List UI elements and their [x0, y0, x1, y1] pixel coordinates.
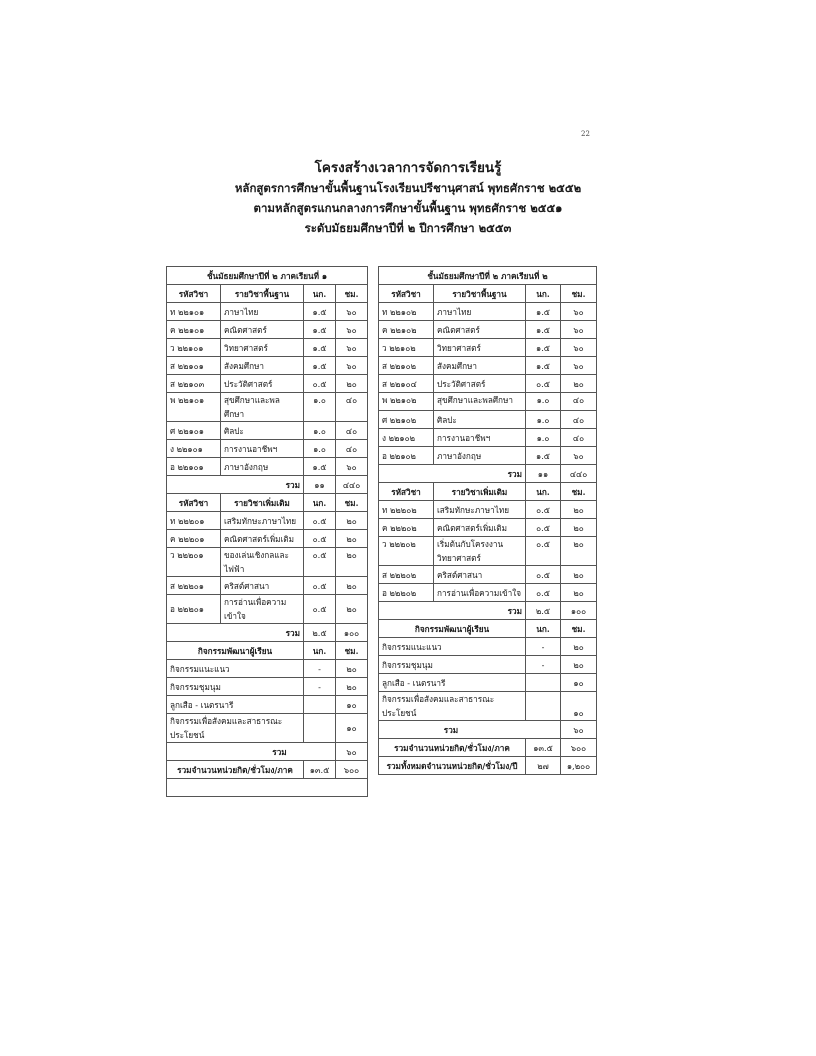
table-title: ชั้นมัธยมศึกษาปีที่ ๒ ภาคเรียนที่ ๑	[167, 267, 368, 285]
total-label: รวม	[167, 476, 304, 494]
subject-credits: ๐.๕	[304, 577, 336, 595]
subject-name: คณิตศาสตร์	[221, 321, 304, 339]
subject-name: คณิตศาสตร์	[434, 321, 526, 339]
activity-hours: ๒๐	[336, 678, 368, 696]
total-row	[167, 743, 368, 761]
subject-name: สังคมศึกษา	[434, 357, 526, 375]
subject-code: ง ๒๒๑๐๒	[379, 429, 434, 447]
activity-hours: ๑๐	[561, 692, 597, 721]
total-credits: ๒.๕	[304, 624, 336, 642]
grand-total-label: รวมทั้งหมดจำนวนหน่วยกิต/ชั่วโมง/ปี	[379, 757, 526, 775]
table-row	[167, 512, 368, 530]
hours-header: ชม.	[561, 285, 597, 303]
subject-code: อ ๒๒๒๐๑	[167, 595, 221, 624]
total-hours: ๑๐๐	[336, 624, 368, 642]
table-row	[167, 321, 368, 339]
subject-name-line: สุขศึกษาและพล	[224, 395, 280, 405]
additional-subjects-header: รายวิชาเพิ่มเติม	[221, 494, 304, 512]
subject-credits: ๐.๕	[526, 584, 561, 602]
subject-code: ท ๒๒๑๐๒	[379, 303, 434, 321]
subject-hours: ๒๐	[561, 375, 597, 393]
table-title: ชั้นมัธยมศึกษาปีที่ ๒ ภาคเรียนที่ ๒	[379, 267, 597, 285]
credits-header: นก.	[304, 494, 336, 512]
subject-name: การอ่านเพื่อความเข้าใจ	[221, 595, 304, 624]
activity-row	[167, 678, 368, 696]
subject-hours: ๖๐	[336, 321, 368, 339]
hours-header: ชม.	[561, 483, 597, 501]
total-row	[167, 476, 368, 494]
activity-row	[379, 656, 597, 674]
table-row	[379, 566, 597, 584]
semester-2-table	[378, 266, 597, 775]
subject-credits: ๑.๕	[526, 321, 561, 339]
table-row	[379, 321, 597, 339]
subject-name-line: วิทยาศาสตร์	[437, 553, 481, 563]
subject-name-line: เริ่มต้นกับโครงงาน	[437, 539, 504, 549]
subject-name: วิทยาศาสตร์	[434, 339, 526, 357]
total-credits: ๑๑	[526, 465, 561, 483]
subject-hours: ๖๐	[561, 321, 597, 339]
subject-name: คริสต์ศาสนา	[221, 577, 304, 595]
subject-credits: ๑.๕	[526, 339, 561, 357]
subject-name: สังคมศึกษา	[221, 357, 304, 375]
sum-label: รวมจำนวนหน่วยกิต/ชั่วโมง/ภาค	[379, 739, 526, 757]
subject-name: ภาษาไทย	[221, 303, 304, 321]
hours-header: ชม.	[336, 642, 368, 660]
activity-name-line: กิจกรรมเพื่อสังคมและสาธารณะ	[170, 716, 283, 726]
total-hours: ๖๐	[336, 743, 368, 761]
sum-credits: ๑๓.๕	[304, 761, 336, 779]
subject-hours: ๒๐	[561, 519, 597, 537]
subject-name-line: ศึกษา	[224, 409, 245, 419]
subject-credits: ๑.๕	[304, 458, 336, 476]
activity-hours: ๒๐	[561, 638, 597, 656]
subject-hours: ๔๐	[336, 422, 368, 440]
activity-name: กิจกรรมชุมนุม	[167, 678, 304, 696]
activity-name-line: กิจกรรมเพื่อสังคมและสาธารณะ	[382, 694, 495, 704]
total-hours: ๖๐	[561, 721, 597, 739]
activity-credits: -	[526, 638, 561, 656]
activities-header: กิจกรรมพัฒนาผู้เรียน	[167, 642, 304, 660]
activity-row	[379, 638, 597, 656]
subject-name: เสริมทักษะภาษาไทย	[221, 512, 304, 530]
subject-name: ประวัติศาสตร์	[221, 375, 304, 393]
subject-credits: ๑.๐	[304, 440, 336, 458]
page-number: 22	[581, 130, 590, 138]
total-credits: ๑๑	[304, 476, 336, 494]
subject-hours: ๔๐	[561, 429, 597, 447]
table-row	[379, 303, 597, 321]
activity-hours: ๑๐	[561, 674, 597, 692]
table-row	[379, 447, 597, 465]
activity-hours: ๑๐	[336, 714, 368, 743]
sum-label: รวมจำนวนหน่วยกิต/ชั่วโมง/ภาค	[167, 761, 304, 779]
subject-credits: ๑.๐	[304, 393, 336, 422]
sum-hours: ๖๐๐	[336, 761, 368, 779]
subject-code: ส ๒๒๑๐๑	[167, 357, 221, 375]
activity-hours: ๒๐	[561, 656, 597, 674]
table-row	[379, 357, 597, 375]
subject-name	[434, 537, 526, 566]
subject-hours: ๖๐	[336, 339, 368, 357]
table-row	[379, 339, 597, 357]
activity-name	[379, 692, 526, 721]
total-label: รวม	[379, 465, 526, 483]
subject-code: พ ๒๒๑๐๑	[167, 393, 221, 422]
subject-name: ภาษาไทย	[434, 303, 526, 321]
subject-code: ว ๒๒๑๐๒	[379, 339, 434, 357]
subject-name-line: ของเล่นเชิงกลและ	[224, 550, 289, 560]
activity-credits: -	[304, 678, 336, 696]
subject-code: ว ๒๒๒๐๒	[379, 537, 434, 566]
table-row	[379, 375, 597, 393]
subject-credits: ๑.๕	[304, 339, 336, 357]
activity-row	[167, 696, 368, 714]
table-row	[379, 393, 597, 411]
subject-code: พ ๒๒๑๐๒	[379, 393, 434, 411]
subject-credits: ๑.๐	[526, 393, 561, 411]
subject-credits: ๐.๕	[304, 512, 336, 530]
total-credits: ๒.๕	[526, 602, 561, 620]
activity-name	[167, 714, 304, 743]
subject-code: ศ ๒๒๑๐๑	[167, 422, 221, 440]
subject-name	[221, 548, 304, 577]
table-row	[379, 537, 597, 566]
total-label: รวม	[167, 624, 304, 642]
code-header: รหัสวิชา	[167, 494, 221, 512]
grand-total-credits: ๒๗	[526, 757, 561, 775]
document-titles	[0, 158, 816, 238]
table-row	[167, 548, 368, 577]
table-row	[379, 429, 597, 447]
activity-credits	[526, 674, 561, 692]
subject-hours: ๒๐	[336, 512, 368, 530]
subject-hours: ๔๐	[561, 393, 597, 411]
subject-credits: ๑.๐	[304, 422, 336, 440]
activity-name: ลูกเสือ - เนตรนารี	[379, 674, 526, 692]
subject-code: ค ๒๒๑๐๒	[379, 321, 434, 339]
sum-row	[379, 739, 597, 757]
table-row	[167, 303, 368, 321]
code-header: รหัสวิชา	[379, 285, 434, 303]
subject-code: ว ๒๒๑๐๑	[167, 339, 221, 357]
subject-code: ง ๒๒๑๐๑	[167, 440, 221, 458]
total-row	[167, 624, 368, 642]
subject-hours: ๒๐	[336, 577, 368, 595]
subject-code: ส ๒๒๒๐๑	[167, 577, 221, 595]
subject-credits: ๐.๕	[526, 537, 561, 566]
sum-row	[167, 761, 368, 779]
subject-credits: ๐.๕	[526, 519, 561, 537]
subject-credits: ๐.๕	[304, 548, 336, 577]
subject-hours: ๔๐	[336, 393, 368, 422]
document-title: โครงสร้างเวลาการจัดการเรียนรู้	[314, 160, 502, 176]
activity-credits: -	[526, 656, 561, 674]
subject-name: ประวัติศาสตร์	[434, 375, 526, 393]
subject-credits: ๑.๐	[526, 411, 561, 429]
subject-name	[221, 393, 304, 422]
activity-hours: ๑๐	[336, 696, 368, 714]
subject-hours: ๖๐	[336, 303, 368, 321]
empty-cell	[167, 779, 368, 797]
subject-hours: ๒๐	[336, 595, 368, 624]
subject-credits: ๑.๐	[526, 429, 561, 447]
activity-row	[167, 660, 368, 678]
subject-name-line: ไฟฟ้า	[224, 564, 245, 574]
total-row	[379, 721, 597, 739]
subject-credits: ๑.๕	[526, 357, 561, 375]
subject-hours: ๒๐	[561, 501, 597, 519]
subject-hours: ๒๐	[561, 566, 597, 584]
hours-header: ชม.	[336, 285, 368, 303]
total-hours: ๔๔๐	[561, 465, 597, 483]
code-header: รหัสวิชา	[379, 483, 434, 501]
hours-header: ชม.	[561, 620, 597, 638]
semester-1-table	[166, 266, 368, 797]
core-curriculum-title: ตามหลักสูตรแกนกลางการศึกษาขั้นพื้นฐาน พุทธศักราช ๒๕๕๑	[253, 201, 563, 215]
table-row	[167, 577, 368, 595]
subject-name: คณิตศาสตร์เพิ่มเติม	[434, 519, 526, 537]
table-row	[167, 422, 368, 440]
subject-credits: ๐.๕	[526, 375, 561, 393]
subject-hours: ๖๐	[336, 357, 368, 375]
subject-code: ค ๒๒๑๐๑	[167, 321, 221, 339]
total-label: รวม	[379, 721, 561, 739]
subject-hours: ๒๐	[336, 375, 368, 393]
total-label: รวม	[167, 743, 336, 761]
subject-credits: ๑.๕	[304, 303, 336, 321]
activity-row	[167, 714, 368, 743]
sum-credits: ๑๓.๕	[526, 739, 561, 757]
subject-hours: ๖๐	[561, 357, 597, 375]
subject-name: ศิลปะ	[434, 411, 526, 429]
activity-name: กิจกรรมแนะแนว	[167, 660, 304, 678]
activity-name: ลูกเสือ - เนตรนารี	[167, 696, 304, 714]
subject-code: ศ ๒๒๑๐๒	[379, 411, 434, 429]
basic-subjects-header: รายวิชาพื้นฐาน	[221, 285, 304, 303]
subject-hours: ๖๐	[561, 303, 597, 321]
activity-name-line: ประโยชน์	[170, 730, 205, 740]
grand-total-hours: ๑,๒๐๐	[561, 757, 597, 775]
total-row	[379, 465, 597, 483]
credits-header: นก.	[526, 483, 561, 501]
hours-header: ชม.	[336, 494, 368, 512]
subject-name: การงานอาชีพฯ	[434, 429, 526, 447]
table-row	[167, 440, 368, 458]
subject-code: อ ๒๒๒๐๒	[379, 584, 434, 602]
subject-hours: ๒๐	[336, 530, 368, 548]
subject-hours: ๖๐	[561, 339, 597, 357]
table-row	[167, 530, 368, 548]
total-hours: ๔๔๐	[336, 476, 368, 494]
total-label: รวม	[379, 602, 526, 620]
subject-code: ว ๒๒๒๐๑	[167, 548, 221, 577]
subject-name: ภาษาอังกฤษ	[434, 447, 526, 465]
code-header: รหัสวิชา	[167, 285, 221, 303]
total-row	[379, 602, 597, 620]
activity-credits	[304, 714, 336, 743]
activity-row	[379, 674, 597, 692]
subject-credits: ๑.๕	[304, 357, 336, 375]
subject-credits: ๐.๕	[526, 566, 561, 584]
subject-name: สุขศึกษาและพลศึกษา	[434, 393, 526, 411]
subject-name: วิทยาศาสตร์	[221, 339, 304, 357]
subject-name: คริสต์ศาสนา	[434, 566, 526, 584]
activity-credits	[304, 696, 336, 714]
table-row	[167, 458, 368, 476]
curriculum-title: หลักสูตรการศึกษาขั้นพื้นฐานโรงเรียนปรีชานุศาสน์ พุทธศักราช ๒๕๕๒	[234, 181, 582, 195]
subject-name: ภาษาอังกฤษ	[221, 458, 304, 476]
subject-hours: ๖๐	[336, 458, 368, 476]
total-hours: ๑๐๐	[561, 602, 597, 620]
subject-code: ส ๒๒๑๐๒	[379, 357, 434, 375]
activity-credits	[526, 692, 561, 721]
table-row	[167, 393, 368, 422]
table-row	[379, 519, 597, 537]
activities-header: กิจกรรมพัฒนาผู้เรียน	[379, 620, 526, 638]
activity-name: กิจกรรมแนะแนว	[379, 638, 526, 656]
activity-name: กิจกรรมชุมนุม	[379, 656, 526, 674]
subject-code: ท ๒๒๒๐๑	[167, 512, 221, 530]
subject-code: ท ๒๒๒๐๒	[379, 501, 434, 519]
table-row	[167, 339, 368, 357]
credits-header: นก.	[526, 620, 561, 638]
subject-credits: ๑.๕	[526, 303, 561, 321]
subject-hours: ๒๐	[561, 584, 597, 602]
subject-name: การงานอาชีพฯ	[221, 440, 304, 458]
activity-name-line: ประโยชน์	[382, 708, 417, 718]
table-row	[379, 584, 597, 602]
table-row	[379, 411, 597, 429]
subject-hours: ๖๐	[561, 447, 597, 465]
subject-code: ท ๒๒๑๐๑	[167, 303, 221, 321]
table-row	[167, 595, 368, 624]
subject-credits: ๐.๕	[304, 375, 336, 393]
subject-name: เสริมทักษะภาษาไทย	[434, 501, 526, 519]
subject-code: ส ๒๒๑๐๓	[167, 375, 221, 393]
subject-credits: ๐.๕	[526, 501, 561, 519]
grade-level-title: ระดับมัธยมศึกษาปีที่ ๒ ปีการศึกษา ๒๕๕๓	[304, 221, 512, 235]
basic-subjects-header: รายวิชาพื้นฐาน	[434, 285, 526, 303]
activity-credits: -	[304, 660, 336, 678]
subject-hours: ๒๐	[336, 548, 368, 577]
subject-credits: ๐.๕	[304, 530, 336, 548]
subject-code: ค ๒๒๒๐๑	[167, 530, 221, 548]
empty-row	[167, 779, 368, 797]
table-row	[167, 357, 368, 375]
subject-credits: ๑.๕	[526, 447, 561, 465]
additional-subjects-header: รายวิชาเพิ่มเติม	[434, 483, 526, 501]
subject-code: อ ๒๒๑๐๑	[167, 458, 221, 476]
activity-hours: ๒๐	[336, 660, 368, 678]
table-row	[167, 375, 368, 393]
table-row	[379, 501, 597, 519]
subject-name: ศิลปะ	[221, 422, 304, 440]
subject-name: การอ่านเพื่อความเข้าใจ	[434, 584, 526, 602]
subject-hours: ๒๐	[561, 537, 597, 566]
subject-credits: ๐.๕	[304, 595, 336, 624]
activity-row	[379, 692, 597, 721]
subject-name: คณิตศาสตร์เพิ่มเติม	[221, 530, 304, 548]
credits-header: นก.	[526, 285, 561, 303]
subject-hours: ๔๐	[336, 440, 368, 458]
subject-hours: ๔๐	[561, 411, 597, 429]
grand-total-row	[379, 757, 597, 775]
credits-header: นก.	[304, 285, 336, 303]
subject-credits: ๑.๕	[304, 321, 336, 339]
credits-header: นก.	[304, 642, 336, 660]
subject-code: อ ๒๒๑๐๒	[379, 447, 434, 465]
subject-code: ส ๒๒๑๐๔	[379, 375, 434, 393]
subject-code: ค ๒๒๒๐๒	[379, 519, 434, 537]
subject-code: ส ๒๒๒๐๒	[379, 566, 434, 584]
sum-hours: ๖๐๐	[561, 739, 597, 757]
